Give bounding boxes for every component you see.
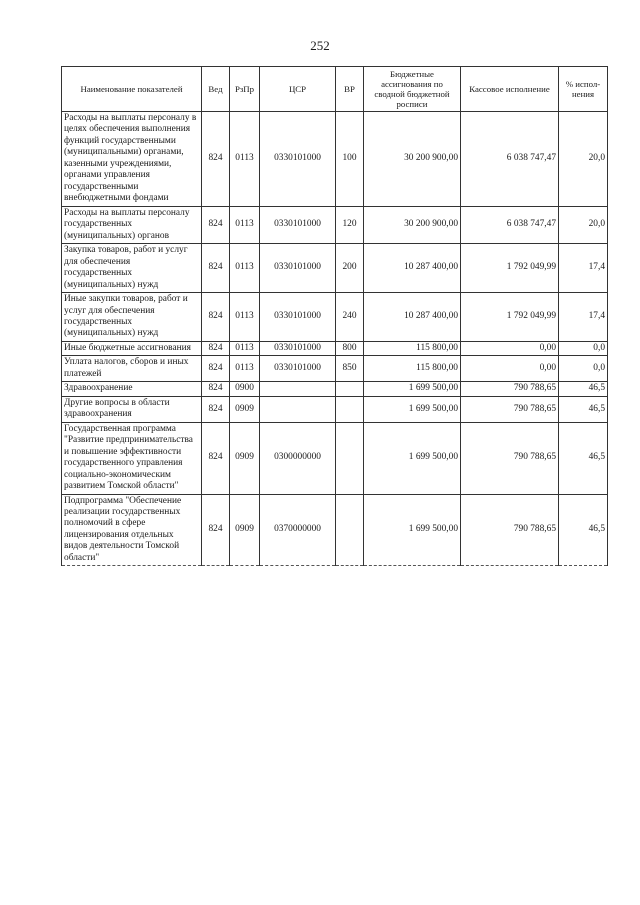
table-row [62,206,608,243]
row-vr [336,396,364,422]
table-row [62,244,608,293]
row-rzpr: 0113 [230,341,260,355]
row-rzpr: 0909 [230,396,260,422]
row-percent: 20,0 [559,206,608,243]
row-ved: 824 [202,494,230,566]
row-csr [260,396,336,422]
row-csr: 0330101000 [260,293,336,342]
row-percent: 0,0 [559,356,608,382]
table-row [62,494,608,566]
page-number: 252 [310,38,330,53]
header-csr: ЦСР [260,67,336,112]
row-assignments: 30 200 900,00 [364,112,461,207]
row-ved: 824 [202,244,230,293]
table-row [62,422,608,494]
row-vr: 850 [336,356,364,382]
table-row [62,356,608,382]
row-cash-execution: 6 038 747,47 [461,112,559,207]
row-name: Иные закупки товаров, работ и услуг для обеспечения государственных (муниципальных) нужд [62,293,202,342]
row-cash-execution: 0,00 [461,356,559,382]
row-percent: 17,4 [559,244,608,293]
row-cash-execution: 0,00 [461,341,559,355]
row-assignments: 1 699 500,00 [364,396,461,422]
row-cash-execution: 6 038 747,47 [461,206,559,243]
row-csr: 0370000000 [260,494,336,566]
row-vr: 200 [336,244,364,293]
row-assignments: 10 287 400,00 [364,293,461,342]
row-vr: 800 [336,341,364,355]
row-ved: 824 [202,293,230,342]
table-row [62,341,608,355]
row-csr: 0330101000 [260,356,336,382]
row-cash-execution: 790 788,65 [461,396,559,422]
row-ved: 824 [202,341,230,355]
row-rzpr: 0900 [230,382,260,396]
row-assignments: 10 287 400,00 [364,244,461,293]
row-percent: 20,0 [559,112,608,207]
table-row [62,112,608,207]
row-csr: 0330101000 [260,112,336,207]
table-row [62,382,608,396]
row-percent: 46,5 [559,396,608,422]
header-name: Наименование показателей [62,67,202,112]
budget-table [61,66,608,566]
row-assignments: 1 699 500,00 [364,494,461,566]
row-name: Расходы на выплаты персоналу государственных (муниципальных) органов [62,206,202,243]
row-csr: 0300000000 [260,422,336,494]
row-name: Уплата налогов, сборов и иных платежей [62,356,202,382]
header-ved: Вед [202,67,230,112]
row-cash-execution: 790 788,65 [461,382,559,396]
row-name: Здравоохранение [62,382,202,396]
row-assignments: 30 200 900,00 [364,206,461,243]
row-vr: 240 [336,293,364,342]
row-csr: 0330101000 [260,206,336,243]
header-cash-execution: Кассовое исполнение [461,67,559,112]
row-csr [260,382,336,396]
row-rzpr: 0113 [230,206,260,243]
row-assignments: 115 800,00 [364,356,461,382]
row-name: Другие вопросы в области здравоохранения [62,396,202,422]
row-vr: 120 [336,206,364,243]
row-assignments: 115 800,00 [364,341,461,355]
row-percent: 17,4 [559,293,608,342]
row-ved: 824 [202,422,230,494]
row-csr: 0330101000 [260,244,336,293]
row-percent: 46,5 [559,494,608,566]
table-header-row [62,67,608,112]
row-cash-execution: 1 792 049,99 [461,244,559,293]
row-name: Расходы на выплаты персоналу в целях обеспечения выполнения функций государственными (муниципальными) органами, казенными учреждениями, органами управления государственными внебюджетными фондами [62,112,202,207]
header-percent: % испол-нения [559,67,608,112]
row-rzpr: 0113 [230,244,260,293]
row-percent: 0,0 [559,341,608,355]
row-vr [336,422,364,494]
row-name: Подпрограмма "Обеспечение реализации государственных полномочий в сфере лицензирования отдельных видов деятельности Томской области" [62,494,202,566]
row-name: Государственная программа "Развитие предпринимательства и повышение эффективности государственного управления социально-экономическим развитием Томской области" [62,422,202,494]
row-cash-execution: 1 792 049,99 [461,293,559,342]
row-rzpr: 0909 [230,494,260,566]
row-name: Закупка товаров, работ и услуг для обеспечения государственных (муниципальных) нужд [62,244,202,293]
table-row [62,396,608,422]
row-vr: 100 [336,112,364,207]
row-rzpr: 0909 [230,422,260,494]
row-ved: 824 [202,396,230,422]
row-ved: 824 [202,112,230,207]
row-vr [336,494,364,566]
header-vr: ВР [336,67,364,112]
row-vr [336,382,364,396]
row-assignments: 1 699 500,00 [364,382,461,396]
row-rzpr: 0113 [230,293,260,342]
row-ved: 824 [202,206,230,243]
row-ved: 824 [202,382,230,396]
header-rzpr: РзПр [230,67,260,112]
row-ved: 824 [202,356,230,382]
header-assignments: Бюджетные ассигнования по сводной бюджетной росписи [364,67,461,112]
row-rzpr: 0113 [230,112,260,207]
row-percent: 46,5 [559,382,608,396]
row-name: Иные бюджетные ассигнования [62,341,202,355]
row-assignments: 1 699 500,00 [364,422,461,494]
row-csr: 0330101000 [260,341,336,355]
row-percent: 46,5 [559,422,608,494]
row-rzpr: 0113 [230,356,260,382]
table-row [62,293,608,342]
row-cash-execution: 790 788,65 [461,494,559,566]
row-cash-execution: 790 788,65 [461,422,559,494]
